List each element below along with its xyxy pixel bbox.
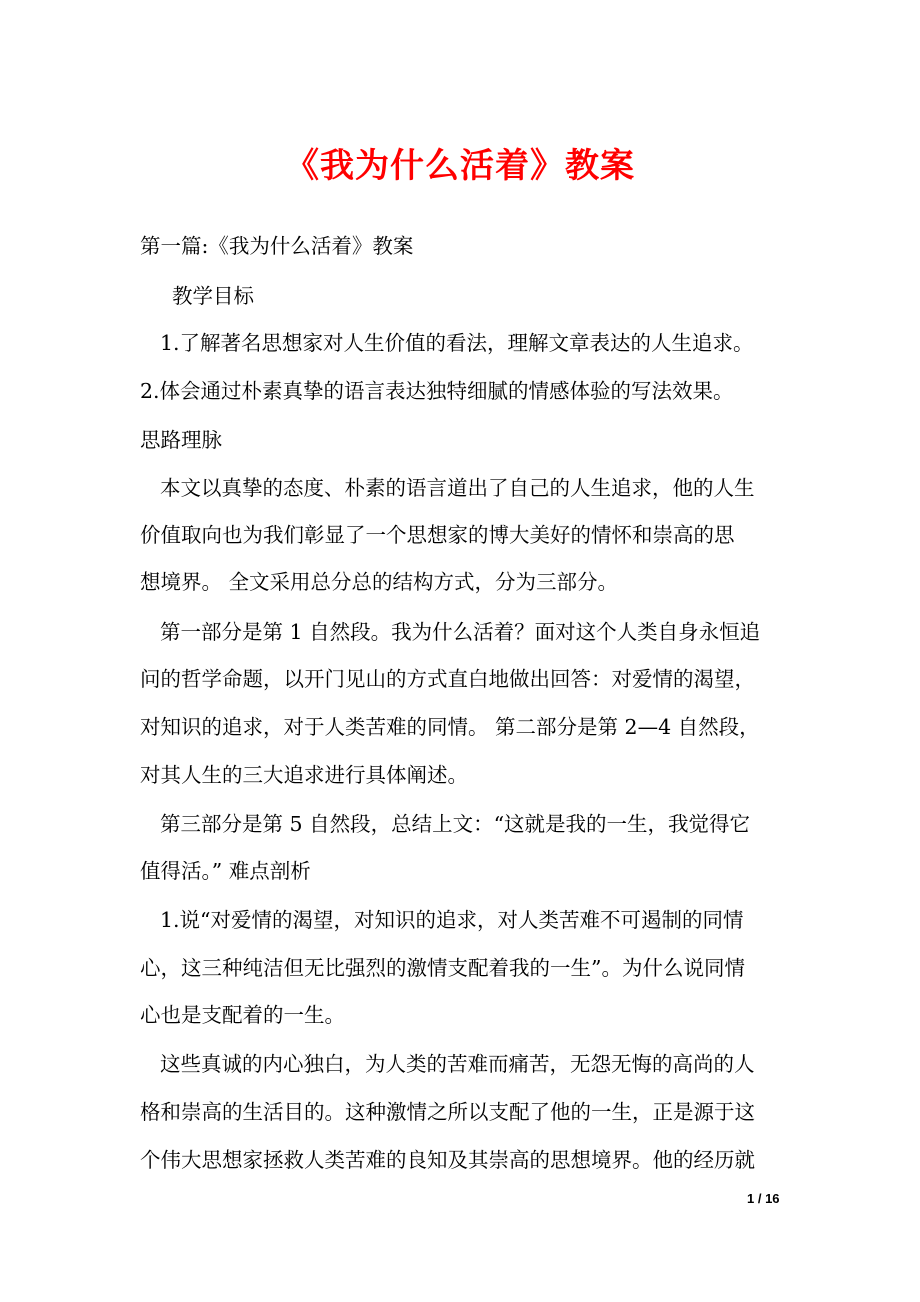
- paragraph-line: 问的哲学命题，以开门见山的方式直白地做出回答：对爱情的渴望，: [140, 667, 755, 691]
- paragraph-line: 值得活。” 难点剖析: [140, 859, 311, 883]
- paragraph-line: 价值取向也为我们彰显了一个思想家的博大美好的情怀和崇高的思: [140, 523, 735, 547]
- paragraph-line: 这些真诚的内心独白，为人类的苦难而痛苦，无怨无悔的高尚的人: [160, 1052, 755, 1076]
- paragraph-line: 个伟大思想家拯救人类苦难的良知及其崇高的思想境界。他的经历就: [140, 1148, 755, 1172]
- section-heading: 第一篇:《我为什么活着》教案: [140, 234, 414, 258]
- subheading-teaching-goals: 教学目标: [172, 284, 254, 308]
- paragraph-line: 2.体会通过朴素真挚的语言表达独特细腻的情感体验的写法效果。: [140, 379, 734, 403]
- paragraph-line: 格和崇高的生活目的。这种激情之所以支配了他的一生，正是源于这: [140, 1100, 755, 1124]
- paragraph-line: 对知识的追求，对于人类苦难的同情。 第二部分是第 2—4 自然段，: [140, 715, 760, 739]
- paragraph-line: 本文以真挚的态度、朴素的语言道出了自己的人生追求，他的人生: [160, 476, 755, 500]
- paragraph-line: 第三部分是第 5 自然段，总结上文：“这就是我的一生，我觉得它: [160, 812, 751, 836]
- paragraph-line: 第一部分是第 1 自然段。我为什么活着？面对这个人类自身永恒追: [160, 620, 761, 644]
- paragraph-line: 1.说“对爱情的渴望，对知识的追求，对人类苦难不可遏制的同情: [160, 908, 744, 932]
- document-title: 《我为什么活着》教案: [285, 146, 635, 186]
- page-number: 1 / 16: [747, 1191, 780, 1206]
- subheading-outline: 思路理脉: [140, 428, 222, 452]
- paragraph-line: 1.了解著名思想家对人生价值的看法，理解文章表达的人生追求。: [160, 331, 754, 355]
- paragraph-line: 想境界。 全文采用总分总的结构方式，分为三部分。: [140, 570, 619, 594]
- paragraph-line: 心也是支配着的一生。: [140, 1003, 345, 1027]
- paragraph-line: 对其人生的三大追求进行具体阐述。: [140, 763, 468, 787]
- paragraph-line: 心，这三种纯洁但无比强烈的激情支配着我的一生”。为什么说同情: [140, 956, 745, 980]
